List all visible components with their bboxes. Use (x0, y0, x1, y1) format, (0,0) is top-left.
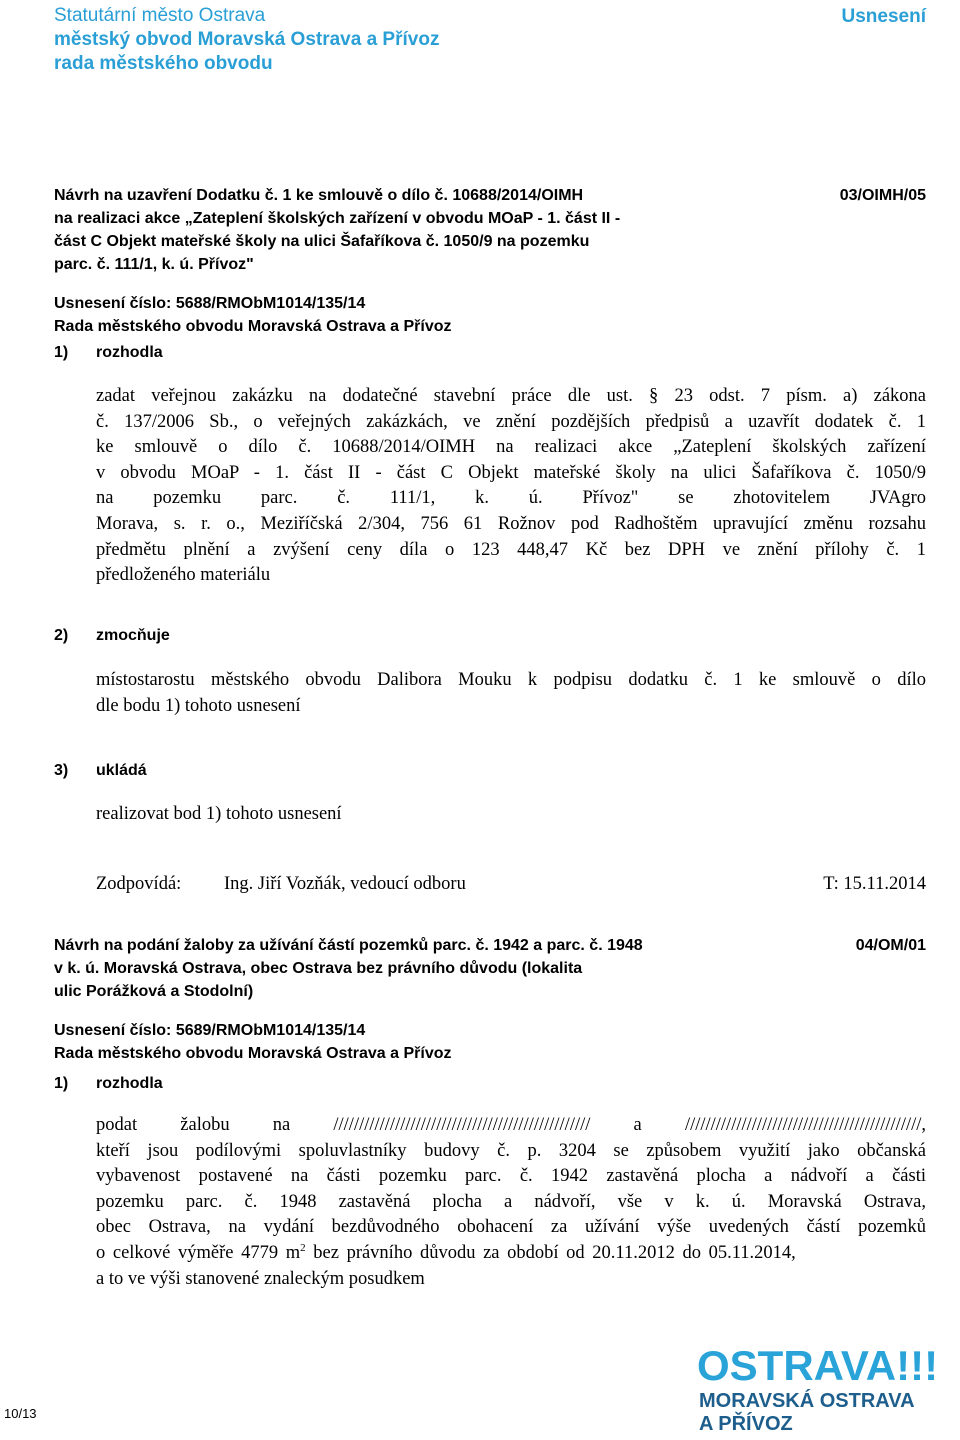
superscript-2: 2 (300, 1241, 306, 1254)
text-fragment: o celkové výměře 4779 m (96, 1242, 301, 1263)
ostrava-logo (697, 1344, 955, 1440)
item-title-line: Návrh na podání žaloby za užívání částí pozemků parc. č. 1942 a parc. č. 1948 (54, 937, 643, 954)
point-number: 2) (54, 627, 69, 644)
point-text (96, 1113, 926, 1292)
header-city: Statutární město Ostrava (54, 5, 266, 26)
text-line: vybavenost postavené na části pozemku parc. č. 1942 zastavěná plocha a nádvoří a části (96, 1166, 926, 1187)
logo-ostrava-text: OSTRAVA!!! (697, 1342, 939, 1389)
text-line: zadat veřejnou zakázku na dodatečné stavební práce dle ust. § 23 odst. 7 písm. a) zákona (96, 386, 926, 406)
item-title-line: část C Objekt mateřské školy na ulici Šafaříkova č. 1050/9 na pozemku (54, 233, 590, 250)
point-verb: rozhodla (96, 1075, 163, 1092)
point-verb: ukládá (96, 762, 147, 779)
text-line: v obvodu MOaP - 1. část II - část C Objekt mateřské školy na ulici Šafaříkova č. 1050/9 (96, 462, 926, 483)
item-title (54, 184, 744, 276)
page-number: 10/13 (4, 1406, 37, 1421)
text-line: č. 137/2006 Sb., o veřejných zakázkách, ve znění pozdějších předpisů a uzavřít dodatek č. 1 (96, 411, 926, 432)
resolution-number: Usnesení číslo: 5689/RMObM1014/135/14 (54, 1022, 366, 1039)
point-verb: rozhodla (96, 344, 163, 361)
text-line: dle bodu 1) tohoto usnesení (96, 695, 301, 716)
text-line: předmětu plnění a zvýšení ceny díla o 123 448,47 Kč bez DPH ve znění přílohy č. 1 (96, 539, 926, 560)
point-verb: zmocňuje (96, 627, 170, 644)
item-title-line: parc. č. 111/1, k. ú. Přívoz" (54, 256, 254, 273)
item-title-line: v k. ú. Moravská Ostrava, obec Ostrava bez právního důvodu (lokalita (54, 960, 583, 977)
header-doc-type: Usnesení (841, 6, 926, 27)
point-text (96, 802, 926, 828)
point-text (96, 668, 926, 719)
resolution-body: Rada městského obvodu Moravská Ostrava a Přívoz (54, 318, 452, 335)
text-line (96, 1241, 926, 1267)
resolution-number: Usnesení číslo: 5688/RMObM1014/135/14 (54, 295, 366, 312)
responsible-label: Zodpovídá: (96, 874, 182, 894)
point-number: 3) (54, 762, 69, 779)
item-code: 04/OM/01 (855, 937, 926, 954)
text-line: předloženého materiálu (96, 565, 271, 586)
text-fragment: bez právního důvodu za období od 20.11.2012 do 05.11.2014, (305, 1242, 796, 1263)
text-line: podat žalobu na ////////////////////////////////////////////////// a //////////////////////////////////////////////, (96, 1115, 926, 1135)
text-line: a to ve výši stanovené znaleckým posudkem (96, 1268, 425, 1289)
text-line: kteří jsou podílovými spoluvlastníky budovy č. p. 3204 se způsobem využití jako občanská (96, 1140, 926, 1161)
resolution-body: Rada městského obvodu Moravská Ostrava a Přívoz (54, 1045, 452, 1062)
point-number: 1) (54, 1075, 69, 1092)
item-code: 03/OIMH/05 (839, 187, 926, 204)
item-title-line: na realizaci akce „Zateplení školských zařízení v obvodu MOaP - 1. část II - (54, 210, 621, 227)
item-title-line: Návrh na uzavření Dodatku č. 1 ke smlouvě o dílo č. 10688/2014/OIMH (54, 187, 584, 204)
text-line: ke smlouvě o dílo č. 10688/2014/OIMH na realizaci akce „Zateplení školských zařízení (96, 437, 926, 458)
text-line: Morava, s. r. o., Meziříčská 2/304, 756 61 Rožnov pod Radhoštěm upravující změnu rozsahu (96, 513, 926, 534)
point-text (96, 384, 926, 589)
header-district: městský obvod Moravská Ostrava a Přívoz (54, 29, 440, 50)
item-title (54, 934, 744, 1003)
text-line: obec Ostrava, na vydání bezdůvodného obohacení za užívání výše uvedených částí pozemků (96, 1217, 926, 1238)
point-number: 1) (54, 344, 69, 361)
responsible-person: Ing. Jiří Vozňák, vedoucí odboru (224, 874, 466, 894)
header-council: rada městského obvodu (54, 53, 273, 74)
logo-sub-line-1: MORAVSKÁ OSTRAVA (699, 1390, 915, 1412)
logo-sub-line-2: A PŘÍVOZ (699, 1413, 793, 1435)
text-line: na pozemku parc. č. 111/1, k. ú. Přívoz" se zhotovitelem JVAgro (96, 488, 926, 509)
item-title-line: ulic Porážková a Stodolní) (54, 983, 254, 1000)
text-line: realizovat bod 1) tohoto usnesení (96, 804, 342, 824)
text-line: pozemku parc. č. 1948 zastavěná plocha a nádvoří, vše v k. ú. Moravská Ostrava, (96, 1191, 926, 1212)
text-line: místostarostu městského obvodu Dalibora Mouku k podpisu dodatku č. 1 ke smlouvě o dílo (96, 670, 926, 690)
responsible-deadline: T: 15.11.2014 (823, 874, 926, 894)
